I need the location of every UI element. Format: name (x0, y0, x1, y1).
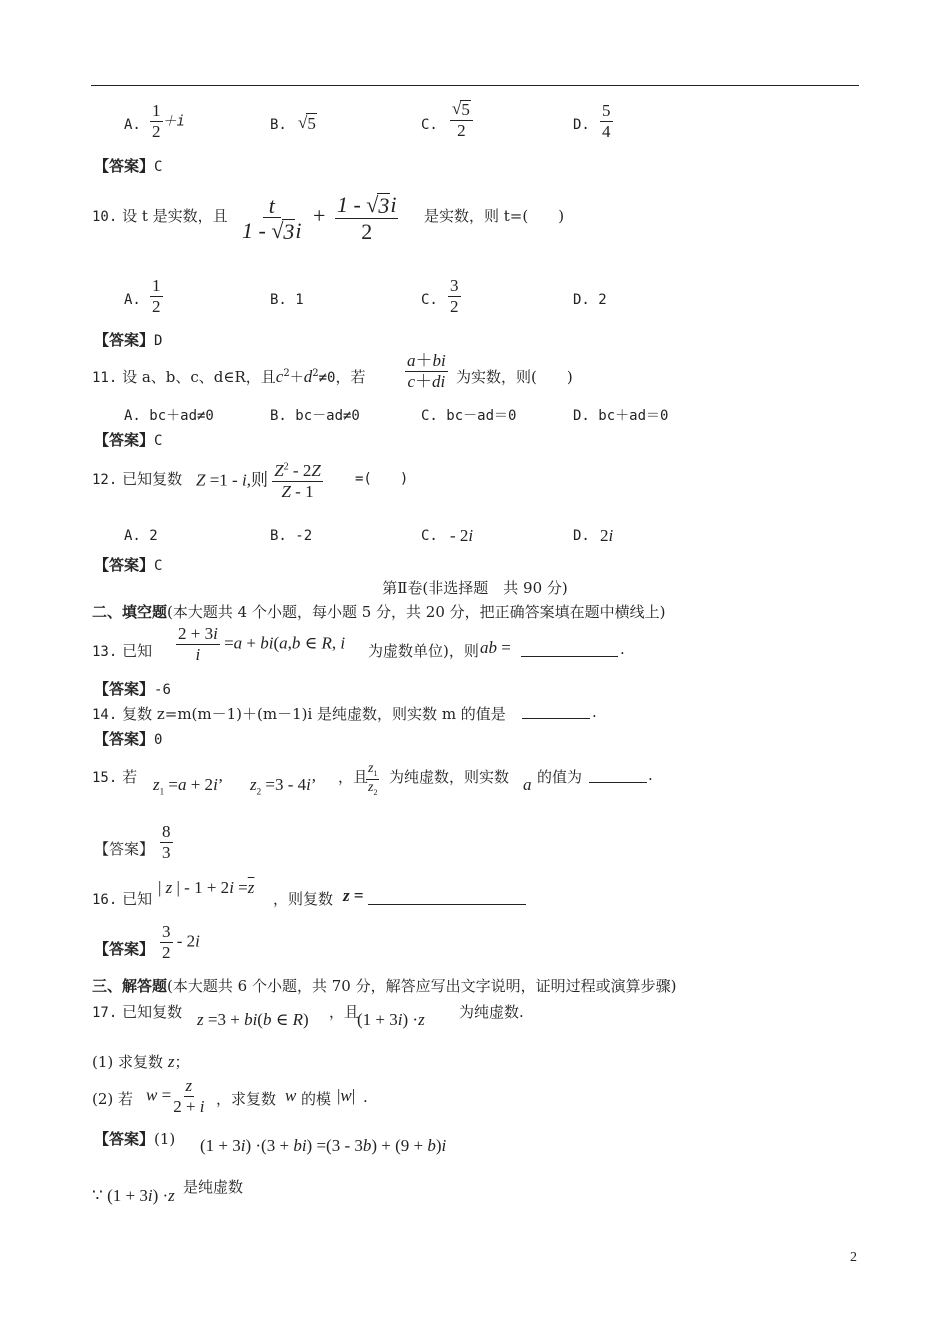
q13-target: ab = (480, 638, 511, 657)
q17-modulus: |w| (337, 1086, 356, 1105)
q9-answer: 【答案】C (94, 157, 163, 175)
part-two-title: 第Ⅱ卷(非选择题 共 90 分) (382, 579, 568, 597)
q17-stem-and: ，且 (329, 1003, 360, 1021)
q13-formula: $\frac{2 + 3i}{i}$ =a + bi(a,b ∈ R, i (178, 624, 346, 664)
q16-answer: $\frac{3}{2}$ - 2i (162, 922, 200, 962)
q10-answer: 【答案】D (94, 331, 163, 349)
q14-answer-blank[interactable] (522, 704, 590, 719)
q15-period: . (648, 766, 653, 784)
q15-stem-mid: 为纯虚数，则实数 (389, 768, 510, 786)
q9-option-a: $\frac{1}{2}$ ＋i (152, 101, 185, 141)
q15-answer-label: 【答案】 (94, 840, 155, 858)
q10-option-a: $\frac{1}{2}$ (152, 276, 161, 316)
q16-answer-blank[interactable] (368, 890, 526, 905)
q12-option-b: B. -2 (270, 528, 313, 544)
q15-stem-tail: 的值为 (537, 768, 583, 786)
q17-w: w (285, 1086, 297, 1105)
q12-formula: Z =1 - i,则 $\frac{Z^2 - 2Z}{Z - 1}$ (196, 461, 321, 501)
q16-target: z = (343, 886, 364, 905)
q9-option-d-label: D. (573, 117, 590, 133)
q17-part2-mid2: 的模 (301, 1090, 332, 1108)
q15-answer: $\frac{8}{3}$ (162, 822, 171, 862)
q17-solution-line2: ∵ (1 + 3i) ·z (92, 1186, 175, 1205)
q10-stem-tail: 是实数，则 t=( ) (424, 207, 565, 225)
q10-option-d: D. 2 (573, 292, 607, 308)
q12-option-c: - 2i (450, 526, 474, 545)
q12-option-c-label: C. (421, 528, 438, 544)
q15-answer-blank[interactable] (589, 768, 647, 783)
q10-option-a-label: A. (124, 292, 141, 308)
q17-w-def: w = $\frac{z}{2 + i}$ (146, 1076, 205, 1116)
q11-option-c: C. bc－ad＝0 (421, 408, 517, 424)
q9-option-d: $\frac{5}{4}$ (602, 101, 611, 141)
header-rule (91, 85, 859, 86)
q15-stem-and: ，且 (338, 768, 369, 786)
q15-z2: $z_2 =3 - 4i$’ (250, 775, 317, 797)
q9-option-c-label: C. (421, 117, 438, 133)
q12-option-d-label: D. (573, 528, 590, 544)
q17-part2-mid: ，求复数 (216, 1090, 277, 1108)
q17-part1: (1) 求复数 z； (92, 1052, 190, 1071)
q11-option-b: B. bc－ad≠0 (270, 408, 360, 424)
q10-stem: 10. 设 t 是实数，且 (92, 207, 228, 225)
q17-answer-lead: 【答案】(1) (94, 1130, 176, 1148)
section-fill-blank-heading: 二、填空题(本大题共 4 个小题，每小题 5 分，共 20 分，把正确答案填在题中横线上) (92, 603, 666, 621)
q15-z1: $z_1 =a + 2i$’ (153, 775, 224, 797)
q13-stem: 13. 已知 (92, 642, 153, 660)
q16-answer-label: 【答案】 (94, 940, 155, 958)
q9-option-b-label: B. (270, 117, 287, 133)
q17-product: (1 + 3i) ·z (357, 1010, 425, 1029)
q12-answer: 【答案】C (94, 556, 163, 574)
section-solution-heading: 三、解答题(本大题共 6 个小题，共 70 分，解答应写出文字说明，证明过程或演算步骤) (92, 977, 677, 995)
q11-answer: 【答案】C (94, 431, 163, 449)
q12-option-d: 2i (600, 526, 614, 545)
q14-period: . (592, 703, 597, 721)
q9-option-a-label: A. (124, 117, 141, 133)
q17-stem-tail: 为纯虚数. (459, 1003, 524, 1021)
q11-fraction: $\frac{a+bi}{c+di}$ (407, 351, 446, 391)
q17-solution-line1: (1 + 3i) ·(3 + bi) =(3 - 3b) + (9 + b)i (200, 1136, 447, 1155)
q16-formula: | z | - $1 + 2i =\overline{z}$ (158, 878, 255, 897)
q12-stem-tail: =( ) (355, 471, 409, 487)
q10-formula: t 1 - √ 3 i + 1 - √ 3 i 2 (242, 192, 397, 245)
q15-variable-a: a (523, 775, 532, 794)
q11-option-d: D. bc＋ad＝0 (573, 408, 669, 424)
q17-part2-lead: (2) 若 (92, 1090, 134, 1108)
q15-stem: 15. 若 (92, 768, 138, 786)
q13-answer: 【答案】-6 (94, 680, 171, 698)
q12-option-a: A. 2 (124, 528, 158, 544)
q16-stem-tail: ，则复数 (273, 890, 334, 908)
q14-answer: 【答案】0 (94, 730, 163, 748)
q11-option-a: A. bc＋ad≠0 (124, 408, 214, 424)
q10-option-c: $\frac{3}{2}$ (450, 276, 459, 316)
q17-z-def: z =3 + bi(b ∈ R) (197, 1010, 309, 1029)
q17-stem: 17. 已知复数 (92, 1003, 183, 1021)
q17-solution-pure: 是纯虚数 (183, 1178, 244, 1196)
q13-answer-blank[interactable] (521, 642, 618, 657)
q9-option-c: √ 5 2 (450, 100, 473, 140)
q12-stem: 12. 已知复数 (92, 470, 183, 488)
q13-period: . (620, 640, 625, 658)
q15-fraction: $\frac{z_1}{z_2}$ (368, 761, 378, 797)
q16-stem: 16. 已知 (92, 890, 153, 908)
q11-stem-tail: 为实数，则( ) (456, 368, 573, 386)
q11-stem: 11. 设 a、b、c、d∈R，且$c^2+d^2\ne 0$，若 (92, 367, 366, 386)
q10-option-c-label: C. (421, 292, 438, 308)
page-number: 2 (850, 1250, 857, 1265)
q9-option-b: √ 5 (298, 113, 316, 133)
q10-option-b: B. 1 (270, 292, 304, 308)
q14-stem: 14. 复数 z=m(m－1)＋(m－1)i 是纯虚数，则实数 m 的值是 (92, 705, 506, 723)
q17-part2-period: . (363, 1088, 368, 1106)
q13-stem-mid: 为虚数单位)，则 (368, 642, 479, 660)
